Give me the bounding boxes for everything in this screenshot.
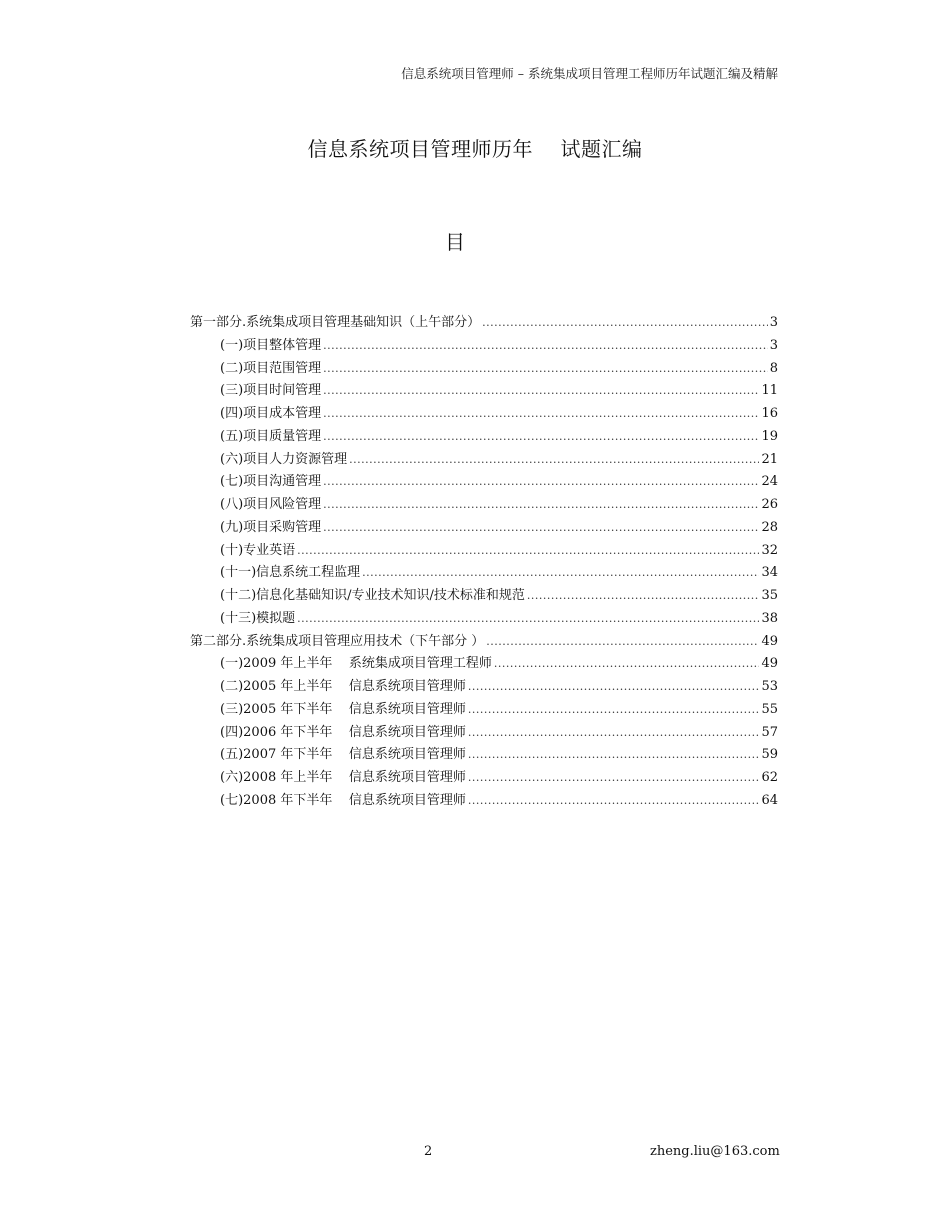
toc-entry[interactable] — [190, 426, 778, 449]
toc-entry-number: (九) — [220, 519, 244, 535]
toc-entry-page: 53 — [761, 679, 778, 694]
dot-leader — [468, 676, 760, 699]
dot-leader — [323, 358, 768, 381]
toc-entry[interactable] — [190, 790, 778, 813]
toc-entry-title: 项目沟通管理 — [243, 474, 322, 490]
toc-entry-number: (七) — [220, 792, 244, 808]
toc-entry-number: (六) — [220, 770, 244, 785]
dot-leader — [486, 631, 759, 654]
toc-entry[interactable] — [190, 562, 778, 585]
toc-entry-page: 59 — [761, 747, 778, 763]
toc-entry[interactable] — [190, 585, 778, 608]
toc-entry-page: 3 — [769, 315, 778, 330]
toc-entry-number: (二) — [220, 360, 244, 376]
toc-entry-title: 信息化基础知识/专业技术知识/技术标准和规范 — [256, 588, 525, 603]
toc-entry-page: 16 — [761, 406, 778, 421]
toc-entry-number: (五) — [220, 747, 244, 763]
toc-entry[interactable] — [190, 517, 778, 540]
toc-entry-number: (十) — [220, 542, 244, 558]
dot-leader — [468, 722, 760, 745]
dot-leader — [527, 585, 760, 608]
toc-entry-page: 3 — [769, 337, 778, 353]
toc-entry-page: 55 — [761, 701, 778, 717]
table-of-contents — [190, 312, 778, 813]
toc-entry-number: (一) — [220, 337, 244, 353]
toc-entry-page: 49 — [761, 656, 778, 672]
toc-entry-number: (四) — [220, 724, 244, 740]
toc-entry[interactable] — [190, 403, 778, 426]
toc-entry-number: 第一部分. — [190, 315, 247, 330]
dot-leader — [362, 562, 759, 585]
toc-entry-number: (八) — [220, 497, 244, 512]
toc-entry-number: (六) — [220, 451, 244, 467]
dot-leader — [323, 403, 759, 426]
footer-email: zheng.liu@163.com — [650, 1144, 780, 1159]
toc-entry-page: 49 — [761, 633, 778, 649]
toc-entry-page: 19 — [761, 428, 778, 444]
dot-leader — [323, 471, 759, 494]
toc-heading: 目 — [445, 230, 465, 254]
toc-entry-title: 项目范围管理 — [243, 360, 322, 376]
dot-leader — [323, 380, 759, 403]
toc-entry-title: 2008 年上半年 信息系统项目管理师 — [243, 770, 466, 785]
toc-entry-title: 项目质量管理 — [243, 428, 322, 444]
toc-entry-title: 2006 年下半年 信息系统项目管理师 — [243, 724, 466, 740]
dot-leader — [297, 608, 759, 631]
dot-leader — [323, 335, 768, 358]
running-header: 信息系统项目管理师 – 系统集成项目管理工程师历年试题汇编及精解 — [401, 66, 778, 81]
toc-entry-number: (五) — [220, 428, 244, 444]
toc-entry-title: 项目整体管理 — [243, 337, 322, 353]
toc-entry-title: 2007 年下半年 信息系统项目管理师 — [243, 747, 466, 763]
toc-entry-page: 62 — [761, 770, 778, 785]
toc-entry[interactable] — [190, 471, 778, 494]
toc-entry-title: 2008 年下半年 信息系统项目管理师 — [243, 792, 466, 808]
toc-entry[interactable] — [190, 358, 778, 381]
toc-entry-page: 35 — [761, 588, 778, 603]
dot-leader — [482, 312, 768, 335]
toc-entry-title: 2009 年上半年 系统集成项目管理工程师 — [243, 656, 492, 672]
toc-entry[interactable] — [190, 744, 778, 767]
toc-entry-page: 26 — [761, 497, 778, 512]
toc-entry[interactable] — [190, 722, 778, 745]
dot-leader — [323, 426, 759, 449]
toc-entry[interactable] — [190, 494, 778, 517]
toc-entry[interactable] — [190, 449, 778, 472]
dot-leader — [468, 790, 760, 813]
toc-entry-number: (一) — [220, 656, 244, 672]
toc-entry[interactable] — [190, 540, 778, 563]
toc-entry-title: 2005 年上半年 信息系统项目管理师 — [243, 679, 466, 694]
toc-entry-page: 21 — [761, 451, 778, 467]
toc-entry[interactable] — [190, 676, 778, 699]
toc-entry-number: (三) — [220, 701, 244, 717]
toc-entry-title: 模拟题 — [256, 610, 296, 626]
toc-entry-number: (三) — [220, 383, 244, 399]
toc-entry-number: 第二部分. — [190, 633, 247, 649]
toc-entry-number: (十一) — [220, 565, 257, 581]
toc-entry-page: 64 — [761, 792, 778, 808]
dot-leader — [468, 744, 760, 767]
toc-entry-page: 34 — [761, 565, 778, 581]
toc-entry-number: (四) — [220, 406, 244, 421]
toc-entry-page: 11 — [761, 383, 778, 399]
toc-entry-title: 项目采购管理 — [243, 519, 322, 535]
toc-entry-title: 专业英语 — [243, 542, 296, 558]
dot-leader — [468, 767, 760, 790]
toc-entry[interactable] — [190, 380, 778, 403]
toc-entry-number: (二) — [220, 679, 244, 694]
dot-leader — [494, 653, 760, 676]
toc-entry-page: 8 — [769, 360, 778, 376]
toc-entry-number: (十三) — [220, 610, 257, 626]
dot-leader — [349, 449, 759, 472]
dot-leader — [468, 699, 760, 722]
toc-entry-title: 2005 年下半年 信息系统项目管理师 — [243, 701, 466, 717]
toc-entry-title: 系统集成项目管理基础知识（上午部分） — [246, 315, 481, 330]
toc-entry-title: 信息系统工程监理 — [256, 565, 361, 581]
toc-entry[interactable] — [190, 767, 778, 790]
toc-entry[interactable] — [190, 699, 778, 722]
toc-entry[interactable] — [190, 335, 778, 358]
toc-entry-page: 57 — [761, 724, 778, 740]
toc-entry-page: 38 — [761, 610, 778, 626]
toc-entry[interactable] — [190, 608, 778, 631]
toc-entry-title: 项目时间管理 — [243, 383, 322, 399]
toc-entry-title: 项目成本管理 — [243, 406, 322, 421]
toc-entry-title: 项目人力资源管理 — [243, 451, 348, 467]
toc-entry-page: 32 — [761, 542, 778, 558]
toc-entry[interactable] — [190, 653, 778, 676]
toc-entry-number: (十二) — [220, 588, 257, 603]
toc-entry-title: 系统集成项目管理应用技术（下午部分 ） — [246, 633, 485, 649]
toc-entry-page: 28 — [761, 519, 778, 535]
dot-leader — [323, 494, 759, 517]
page-number: 2 — [424, 1144, 433, 1159]
toc-entry-title: 项目风险管理 — [243, 497, 322, 512]
toc-entry-part-1[interactable] — [190, 312, 778, 335]
dot-leader — [297, 540, 759, 563]
toc-entry-part-2[interactable] — [190, 631, 778, 654]
toc-entry-page: 24 — [761, 474, 778, 490]
document-title: 信息系统项目管理师历年 试题汇编 — [307, 137, 643, 161]
toc-entry-number: (七) — [220, 474, 244, 490]
dot-leader — [323, 517, 759, 540]
